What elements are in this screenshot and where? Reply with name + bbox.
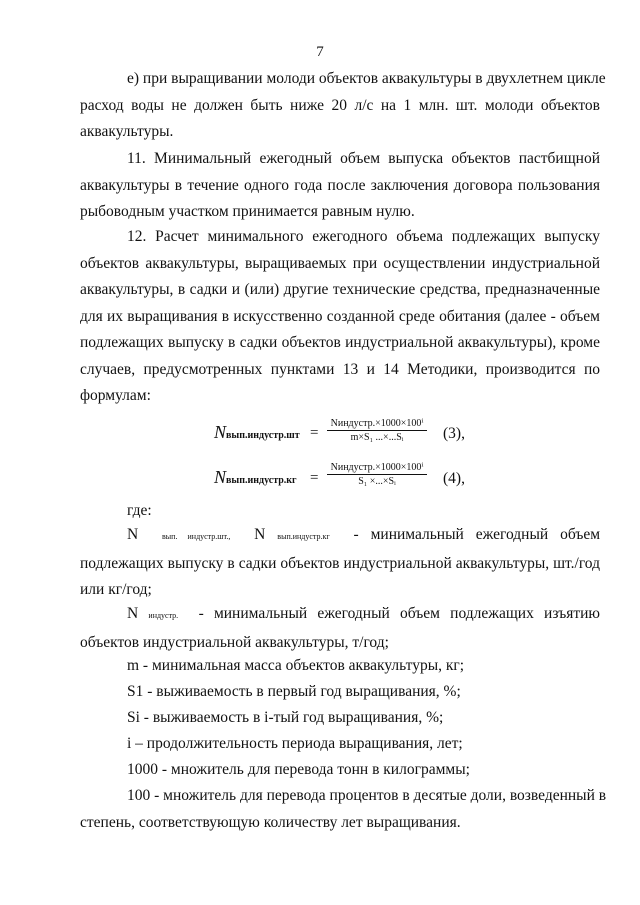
definition-n-vyp-first-line: N вып. индустр.шт., N вып.индустр.кг - минимальный ежегодный объем <box>127 526 601 543</box>
definition-s1: S1 - выживаемость в первый год выращивания, %; <box>127 683 461 700</box>
formula-4-fraction <box>327 462 427 487</box>
text-line: расход воды не должен быть ниже 20 л/с на 1 млн. шт. молоди объектов <box>80 96 600 114</box>
page-number: 7 <box>316 44 324 60</box>
definition-100 <box>80 783 607 836</box>
definition-n-industr <box>80 601 600 656</box>
text-line: объектов индустриальной аквакультуры, т/год; <box>80 633 389 651</box>
text-line: или кг/год; <box>80 581 152 598</box>
definition-si: Si - выживаемость в i-тый год выращивания, %; <box>127 709 444 726</box>
definition-i: i – продолжительность периода выращивания, лет; <box>127 735 463 752</box>
formula-3-numerator: Nиндустр.×1000×100ⁱ <box>327 418 427 431</box>
text-line: аквакультуры в течение одного года после заключения договора пользования <box>80 176 600 194</box>
formula-3-label: (3), <box>443 425 465 442</box>
formula-4-numerator: Nиндустр.×1000×100ⁱ <box>327 462 427 475</box>
definition-n-vyp <box>80 522 600 604</box>
definition-m: m - минимальная масса объектов аквакультуры, кг; <box>127 657 465 674</box>
text-line: степень, соответствующую количеству лет выращивания. <box>80 813 461 831</box>
text-line: рыбоводным участком принимается равным нулю. <box>80 203 415 220</box>
text-line: 11. Минимальный ежегодный объем выпуска объектов пастбищной <box>127 150 600 167</box>
text-line: е) при выращивании молоди объектов аквакультуры в двухлетнем цикле <box>127 70 606 87</box>
text-line: формулам: <box>80 387 151 404</box>
text-line: подлежащих выпуску в садки объектов индустриальной аквакультуры, шт./год <box>80 554 600 572</box>
text-line: подлежащих выпуску в садки объектов индустриальной аквакультуры), кроме <box>80 334 600 351</box>
paragraph-12 <box>80 224 600 410</box>
text-line: 100 - множитель для перевода процентов в десятые доли, возведенный в <box>127 787 607 804</box>
where-label: где: <box>127 502 152 519</box>
formula-3-lhs: Nвып.индустр.шт <box>214 422 300 442</box>
text-line: аквакультуры, в садки и (или) другие технические средства, предназначенные <box>80 281 600 298</box>
text-line: 12. Расчет минимального ежегодного объема подлежащих выпуску <box>127 228 600 245</box>
paragraph-item-e <box>80 66 606 146</box>
definition-1000: 1000 - множитель для перевода тонн в килограммы; <box>127 761 470 778</box>
formula-4-lhs: Nвып.индустр.кг <box>214 467 297 487</box>
formula-4-label: (4), <box>443 470 465 487</box>
paragraph-11 <box>80 146 600 226</box>
formula-3-denominator: m×S₁ ...×...Sᵢ <box>350 432 404 443</box>
formula-3-fraction <box>327 418 427 443</box>
definition-n-industr-first-line: N индустр. - минимальный ежегодный объем подлежащих изъятию <box>127 605 600 622</box>
formula-4-denominator: S₁ ×...×Sᵢ <box>358 476 396 487</box>
formula-4-equals: = <box>310 470 319 486</box>
text-line: случаев, предусмотренных пунктами 13 и 14 Методики, производится по <box>80 360 600 378</box>
formula-3-equals: = <box>310 425 319 441</box>
text-line: аквакультуры. <box>80 123 174 140</box>
text-line: для их выращивания в искусственно созданной среде обитания (далее - объем <box>80 307 600 325</box>
text-line: объектов аквакультуры, выращиваемых при осуществлении индустриальной <box>80 254 600 272</box>
